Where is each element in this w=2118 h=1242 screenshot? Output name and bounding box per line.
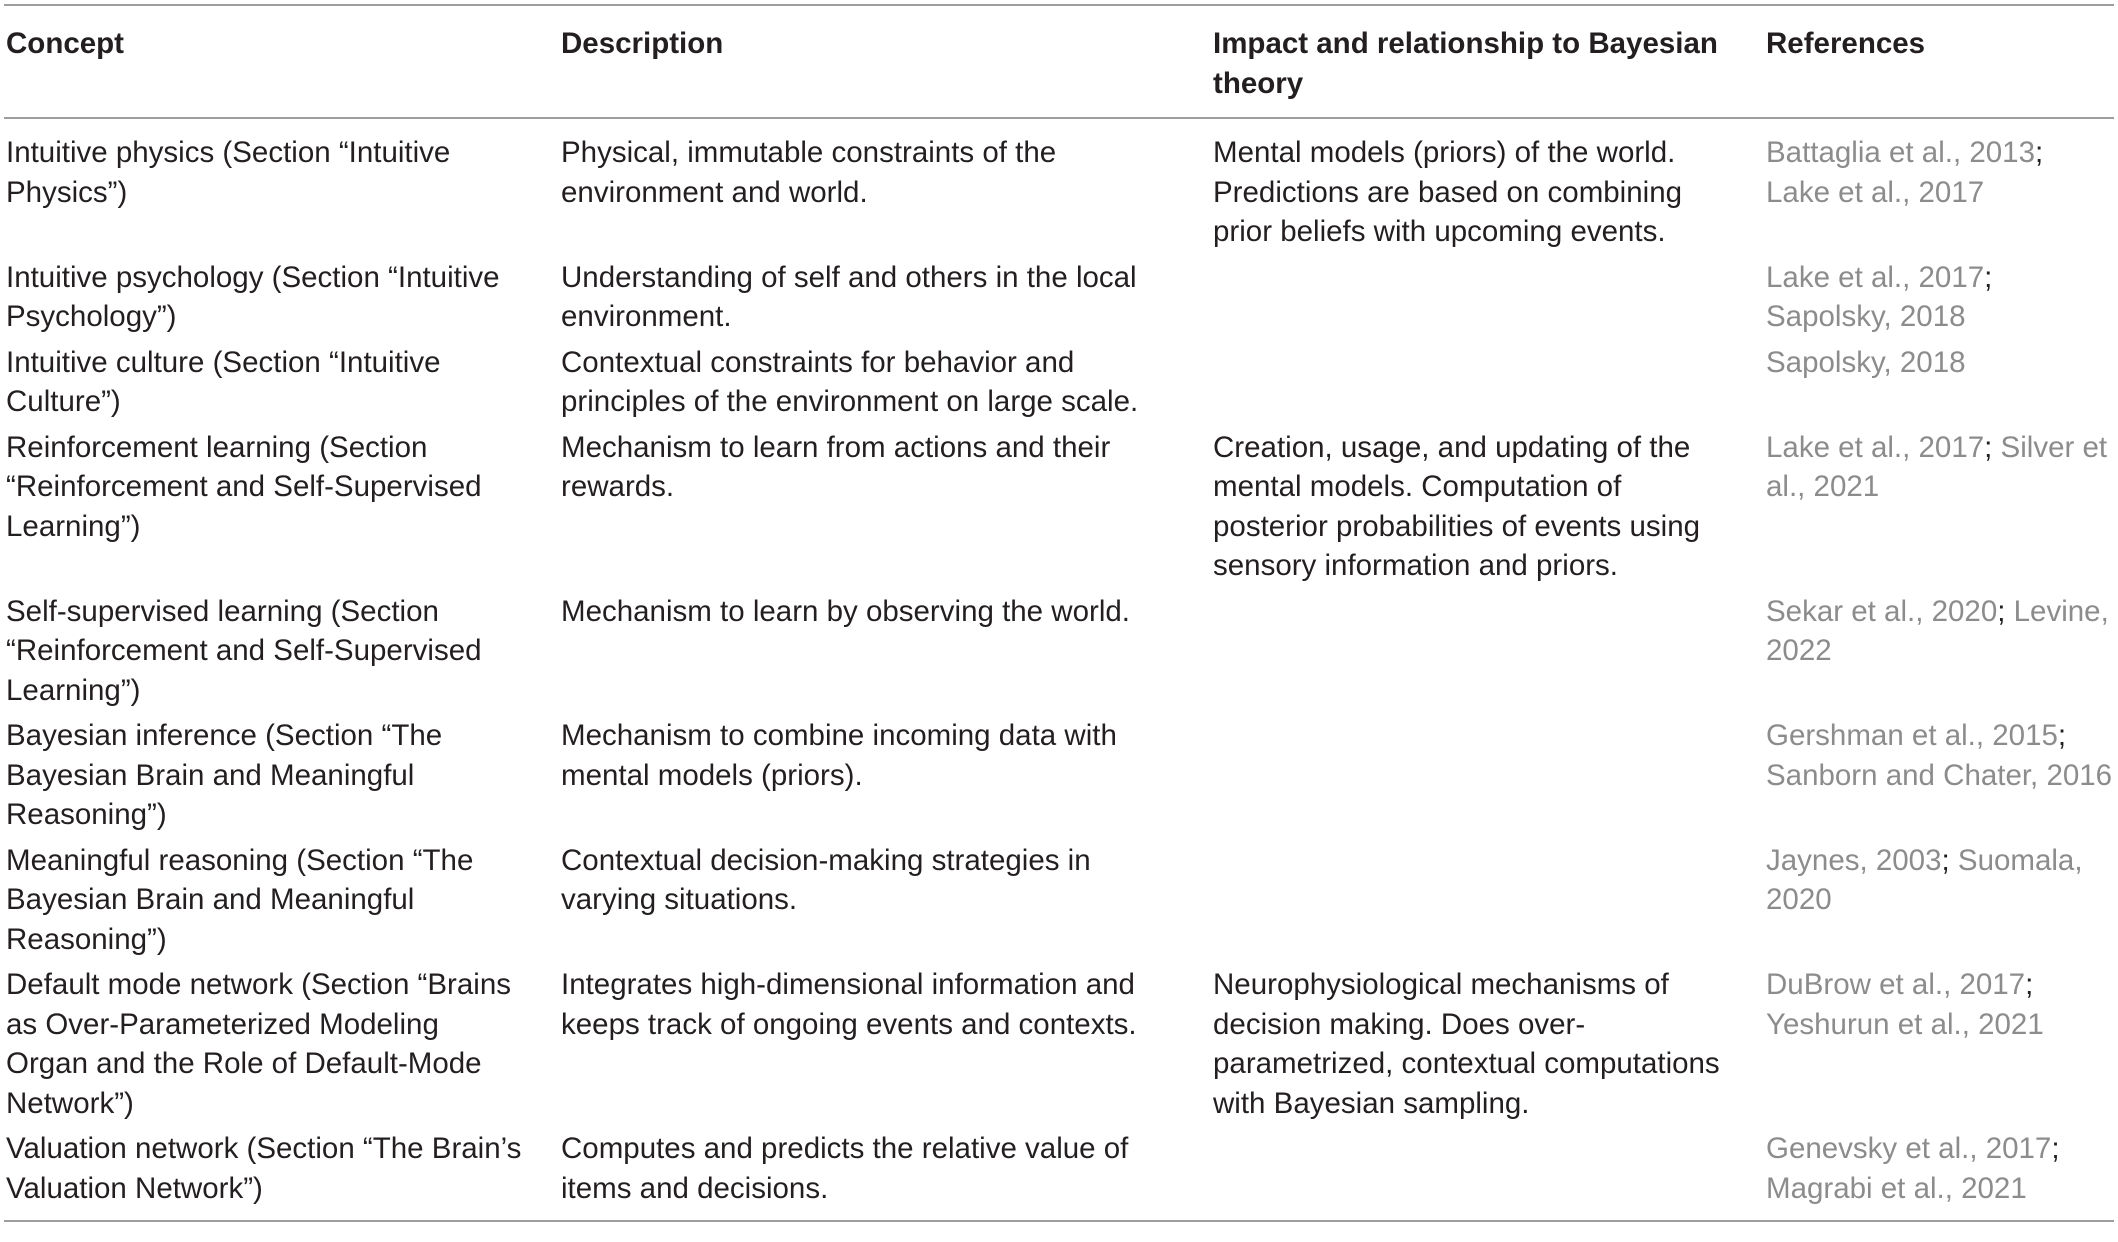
cell-references bbox=[1764, 1129, 2114, 1221]
reference-link[interactable]: Levine, 2022 bbox=[1766, 594, 2109, 667]
cell-references bbox=[1764, 592, 2114, 717]
reference-link[interactable]: Suomala, 2020 bbox=[1766, 843, 2083, 916]
table-row bbox=[4, 343, 2114, 428]
cell-concept: Meaningful reasoning (Section “The Bayesian Brain and Meaningful Reasoning”) bbox=[6, 843, 474, 956]
reference-link[interactable]: Genevsky et al., 2017 bbox=[1766, 1132, 2052, 1165]
cell-impact bbox=[1211, 841, 1764, 966]
reference-link[interactable]: Yeshurun et al., 2021 bbox=[1766, 1007, 2044, 1041]
reference-link[interactable]: Magrabi et al., 2021 bbox=[1766, 1171, 2027, 1205]
cell-concept: Intuitive psychology (Section “Intuitive Psychology”) bbox=[6, 260, 500, 333]
concept-table bbox=[4, 4, 2114, 1222]
table-row bbox=[4, 258, 2114, 343]
cell-concept: Default mode network (Section “Brains as Over-Parameterized Modeling Organ and the Role of Default-Mode Network”) bbox=[6, 968, 512, 1120]
reference-link[interactable]: DuBrow et al., 2017 bbox=[1766, 968, 2026, 1001]
reference-separator: ; bbox=[1984, 430, 2001, 464]
cell-description: Contextual constraints for behavior and principles of the environment on large scale. bbox=[561, 345, 1139, 418]
cell-impact bbox=[1211, 258, 1764, 343]
cell-references bbox=[1764, 343, 2114, 428]
reference-link[interactable]: Sanborn and Chater, 2016 bbox=[1766, 758, 2113, 792]
table-row bbox=[4, 716, 2114, 841]
cell-description: Integrates high-dimensional information and keeps track of ongoing events and contexts. bbox=[561, 968, 1137, 1041]
reference-link[interactable]: Lake et al., 2017 bbox=[1766, 430, 1985, 464]
reference-separator: ; bbox=[2051, 1132, 2060, 1165]
table-row bbox=[4, 118, 2114, 258]
reference-separator: ; bbox=[1984, 260, 1993, 294]
reference-link[interactable]: Gershman et al., 2015 bbox=[1766, 719, 2058, 752]
cell-description: Contextual decision-making strategies in varying situations. bbox=[561, 843, 1091, 916]
cell-impact: Mental models (priors) of the world. Predictions are based on combining prior beliefs with upcoming events. bbox=[1213, 136, 1683, 248]
cell-concept: Reinforcement learning (Section “Reinforcement and Self-Supervised Learning”) bbox=[6, 430, 482, 543]
reference-separator: ; bbox=[1941, 843, 1958, 877]
cell-description: Understanding of self and others in the local environment. bbox=[561, 260, 1137, 333]
cell-references bbox=[1764, 965, 2114, 1129]
reference-link[interactable]: Battaglia et al., 2013 bbox=[1766, 136, 2035, 169]
header-description: Description bbox=[561, 27, 724, 60]
cell-references bbox=[1764, 428, 2114, 592]
reference-link[interactable]: Jaynes, 2003 bbox=[1766, 843, 1942, 877]
cell-impact bbox=[1211, 716, 1764, 841]
cell-description: Mechanism to combine incoming data with mental models (priors). bbox=[561, 719, 1117, 792]
reference-link[interactable]: Lake et al., 2017 bbox=[1766, 260, 1985, 294]
reference-link[interactable]: Sapolsky, 2018 bbox=[1766, 345, 1966, 379]
cell-impact: Creation, usage, and updating of the mental models. Computation of posterior probabilities of events using sensory information and priors. bbox=[1213, 430, 1701, 582]
header-concept: Concept bbox=[6, 27, 124, 60]
cell-references bbox=[1764, 716, 2114, 841]
table-row bbox=[4, 965, 2114, 1129]
cell-references bbox=[1764, 841, 2114, 966]
cell-impact bbox=[1211, 343, 1764, 428]
cell-concept: Valuation network (Section “The Brain’s Valuation Network”) bbox=[6, 1132, 522, 1205]
cell-impact: Neurophysiological mechanisms of decision making. Does over-parametrized, contextual computations with Bayesian sampling. bbox=[1213, 968, 1720, 1120]
table-row bbox=[4, 428, 2114, 592]
cell-concept: Intuitive physics (Section “Intuitive Physics”) bbox=[6, 136, 451, 209]
reference-link[interactable]: Silver et al., 2021 bbox=[1766, 430, 2108, 503]
header-row bbox=[4, 5, 2114, 118]
reference-link[interactable]: Lake et al., 2017 bbox=[1766, 175, 1985, 209]
cell-references bbox=[1764, 258, 2114, 343]
cell-description: Mechanism to learn from actions and their rewards. bbox=[561, 430, 1111, 503]
table-header bbox=[4, 5, 2114, 118]
reference-separator: ; bbox=[2025, 968, 2034, 1001]
cell-impact bbox=[1211, 592, 1764, 717]
table-row bbox=[4, 841, 2114, 966]
header-references: References bbox=[1766, 27, 1926, 60]
cell-impact bbox=[1211, 1129, 1764, 1221]
concept-table-container bbox=[4, 4, 2114, 1222]
reference-separator: ; bbox=[2034, 136, 2044, 169]
reference-link[interactable]: Sapolsky, 2018 bbox=[1766, 300, 1966, 333]
cell-description: Mechanism to learn by observing the world. bbox=[561, 594, 1130, 628]
table-row bbox=[4, 1129, 2114, 1221]
reference-link[interactable]: Sekar et al., 2020 bbox=[1766, 594, 1998, 628]
cell-concept: Intuitive culture (Section “Intuitive Culture”) bbox=[6, 345, 441, 418]
cell-description: Computes and predicts the relative value of items and decisions. bbox=[561, 1132, 1129, 1205]
reference-separator: ; bbox=[2057, 719, 2067, 752]
header-impact: Impact and relationship to Bayesian theory bbox=[1213, 27, 1718, 100]
cell-concept: Self-supervised learning (Section “Reinforcement and Self-Supervised Learning”) bbox=[6, 594, 482, 707]
table-row bbox=[4, 592, 2114, 717]
reference-separator: ; bbox=[1997, 594, 2014, 628]
cell-description: Physical, immutable constraints of the environment and world. bbox=[561, 136, 1057, 209]
cell-references bbox=[1764, 118, 2114, 258]
table-body bbox=[4, 118, 2114, 1221]
cell-concept: Bayesian inference (Section “The Bayesian Brain and Meaningful Reasoning”) bbox=[6, 719, 443, 831]
